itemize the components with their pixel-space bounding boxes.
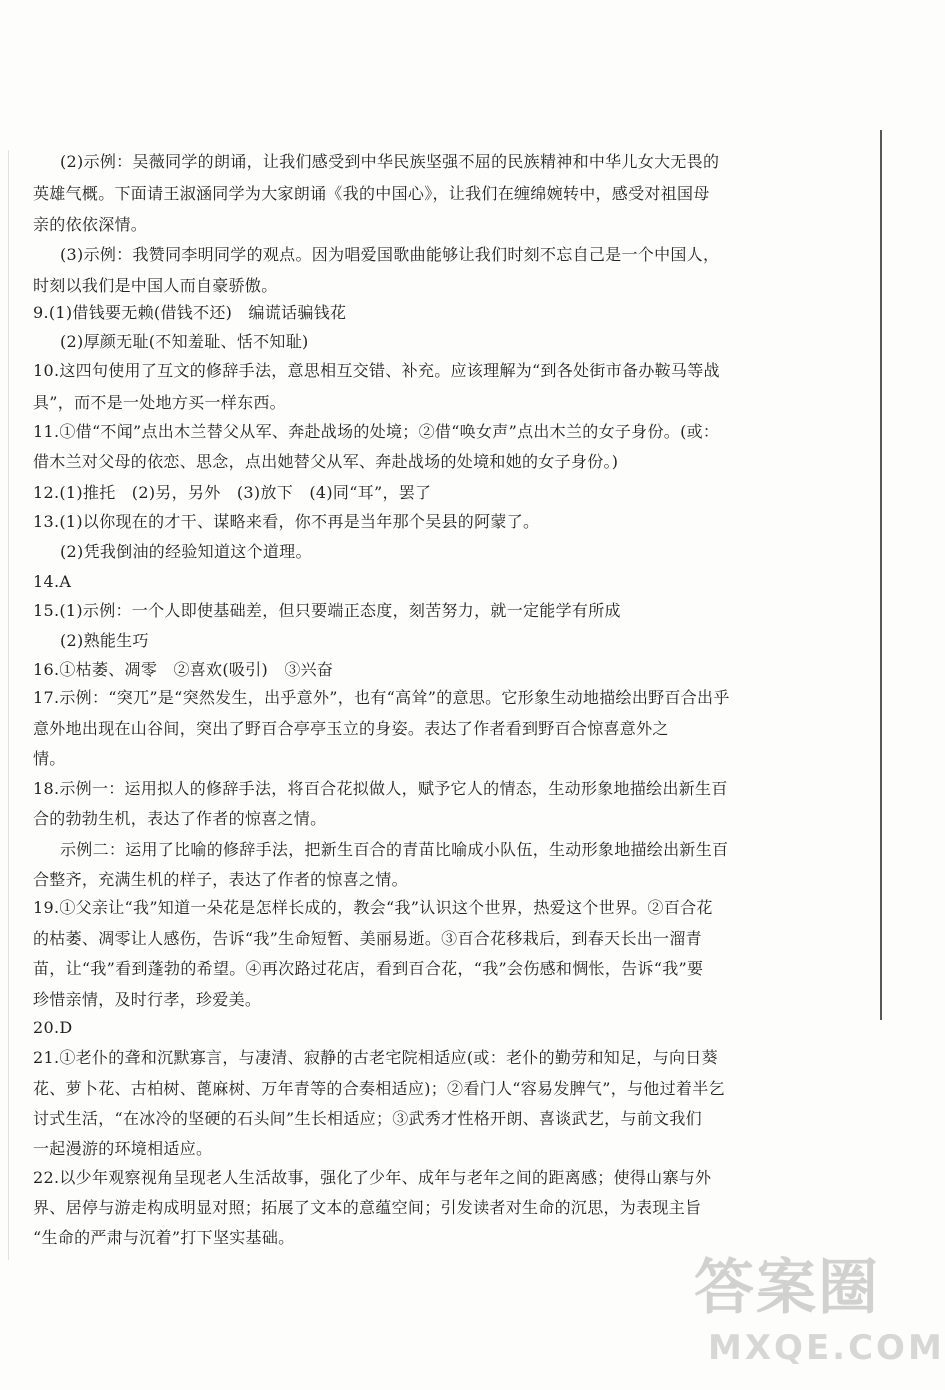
answer-line: 合的勃勃生机，表达了作者的惊喜之情。: [33, 809, 327, 828]
page-edge-shadow: [8, 150, 9, 1260]
answer-line: 花、萝卜花、古柏树、蓖麻树、万年青等的合奏相适应)；②看门人“容易发脾气”，与他过着半乞: [33, 1079, 725, 1098]
answer-line: (3)示例：我赞同李明同学的观点。因为唱爱国歌曲能够让我们时刻不忘自己是一个中国人，: [60, 245, 720, 264]
answer-line: 12.(1)推托 (2)另，另外 (3)放下 (4)同“耳”，罢了: [33, 483, 432, 502]
answer-line: 苗，让“我”看到蓬勃的希望。④再次路过花店，看到百合花，“我”会伤感和惆怅，告诉“我”要: [33, 959, 704, 978]
answer-line: 珍惜亲情，及时行孝，珍爱美。: [33, 990, 262, 1009]
answer-line: 14.A: [33, 572, 72, 591]
answer-line: (2)示例：吴薇同学的朗诵，让我们感受到中华民族坚强不屈的民族精神和中华儿女大无畏的: [60, 152, 720, 171]
answer-line: 9.(1)借钱要无赖(借钱不还) 编谎话骗钱花: [33, 303, 347, 322]
answer-line: 22.以少年观察视角呈现老人生活故事，强化了少年、成年与老年之间的距离感；使得山寨与外: [33, 1168, 712, 1187]
answer-line: 17.示例：“突兀”是“突然发生，出乎意外”，也有“高耸”的意思。它形象生动地描绘出野百合出乎: [33, 688, 730, 707]
answer-line: 情。: [33, 749, 66, 768]
answer-line: (2)熟能生巧: [60, 631, 149, 650]
answer-line: 合整齐，充满生机的样子，表达了作者的惊喜之情。: [33, 870, 408, 889]
answer-line: 13.(1)以你现在的才干、谋略来看，你不再是当年那个吴县的阿蒙了。: [33, 512, 540, 531]
answer-line: 一起漫游的环境相适应。: [33, 1139, 213, 1158]
answer-line: 时刻以我们是中国人而自豪骄傲。: [33, 276, 278, 295]
answer-line: 15.(1)示例：一个人即使基础差，但只要端正态度，刻苦努力，就一定能学有所成: [33, 601, 621, 620]
answer-line: 亲的依依深情。: [33, 215, 148, 234]
answer-line: (2)厚颜无耻(不知羞耻、恬不知耻): [60, 332, 309, 351]
answer-line: 界、居停与游走构成明显对照；拓展了文本的意蕴空间；引发读者对生命的沉思，为表现主旨: [33, 1198, 702, 1217]
answer-line: (2)凭我倒油的经验知道这个道理。: [60, 542, 312, 561]
answer-line: 的枯萎、凋零让人感伤，告诉“我”生命短暂、美丽易逝。③百合花移栽后，到春天长出一溜青: [33, 929, 702, 948]
answer-line: 英雄气概。下面请王淑涵同学为大家朗诵《我的中国心》，让我们在缠绵婉转中，感受对祖国母: [33, 184, 710, 203]
answer-line: 21.①老仆的聋和沉默寡言，与凄清、寂静的古老宅院相适应(或：老仆的勤劳和知足，与向日葵: [33, 1048, 718, 1067]
answer-line: 示例二：运用了比喻的修辞手法，把新生百合的青苗比喻成小队伍，生动形象地描绘出新生百: [60, 840, 729, 859]
answer-line: 讨式生活，“在冰冷的坚硬的石头间”生长相适应；③武秀才性格开朗、喜谈武艺，与前文我们: [33, 1109, 702, 1128]
answer-line: 10.这四句使用了互文的修辞手法，意思相互交错、补充。应该理解为“到各处街市备办鞍马等战: [33, 361, 720, 380]
answer-line: 借木兰对父母的依恋、思念，点出她替父从军、奔赴战场的处境和她的女子身份。): [33, 452, 619, 471]
answer-line: 具”，而不是一处地方买一样东西。: [33, 393, 286, 412]
answer-line: 19.①父亲让“我”知道一朵花是怎样长成的，教会“我”认识这个世界，热爱这个世界。②百合花: [33, 898, 713, 917]
answer-line: 16.①枯萎、凋零 ②喜欢(吸引) ③兴奋: [33, 660, 334, 679]
answer-line: 20.D: [33, 1018, 73, 1037]
page-binding-edge: [880, 130, 882, 1020]
answer-line: 18.示例一：运用拟人的修辞手法，将百合花拟做人，赋予它人的情态，生动形象地描绘出新生百: [33, 779, 728, 798]
answer-line: 意外地出现在山谷间，突出了野百合亭亭玉立的身姿。表达了作者看到野百合惊喜意外之: [33, 719, 669, 738]
watermark-domain: MXQE.COM: [708, 1328, 945, 1368]
watermark-chinese: 答案圈: [694, 1253, 880, 1323]
watermark: [690, 1253, 945, 1376]
answer-line: 11.①借“不闻”点出木兰替父从军、奔赴战场的处境；②借“唤女声”点出木兰的女子身份。(或：: [33, 422, 720, 441]
answer-line: “生命的严肃与沉着”打下坚实基础。: [33, 1228, 295, 1247]
